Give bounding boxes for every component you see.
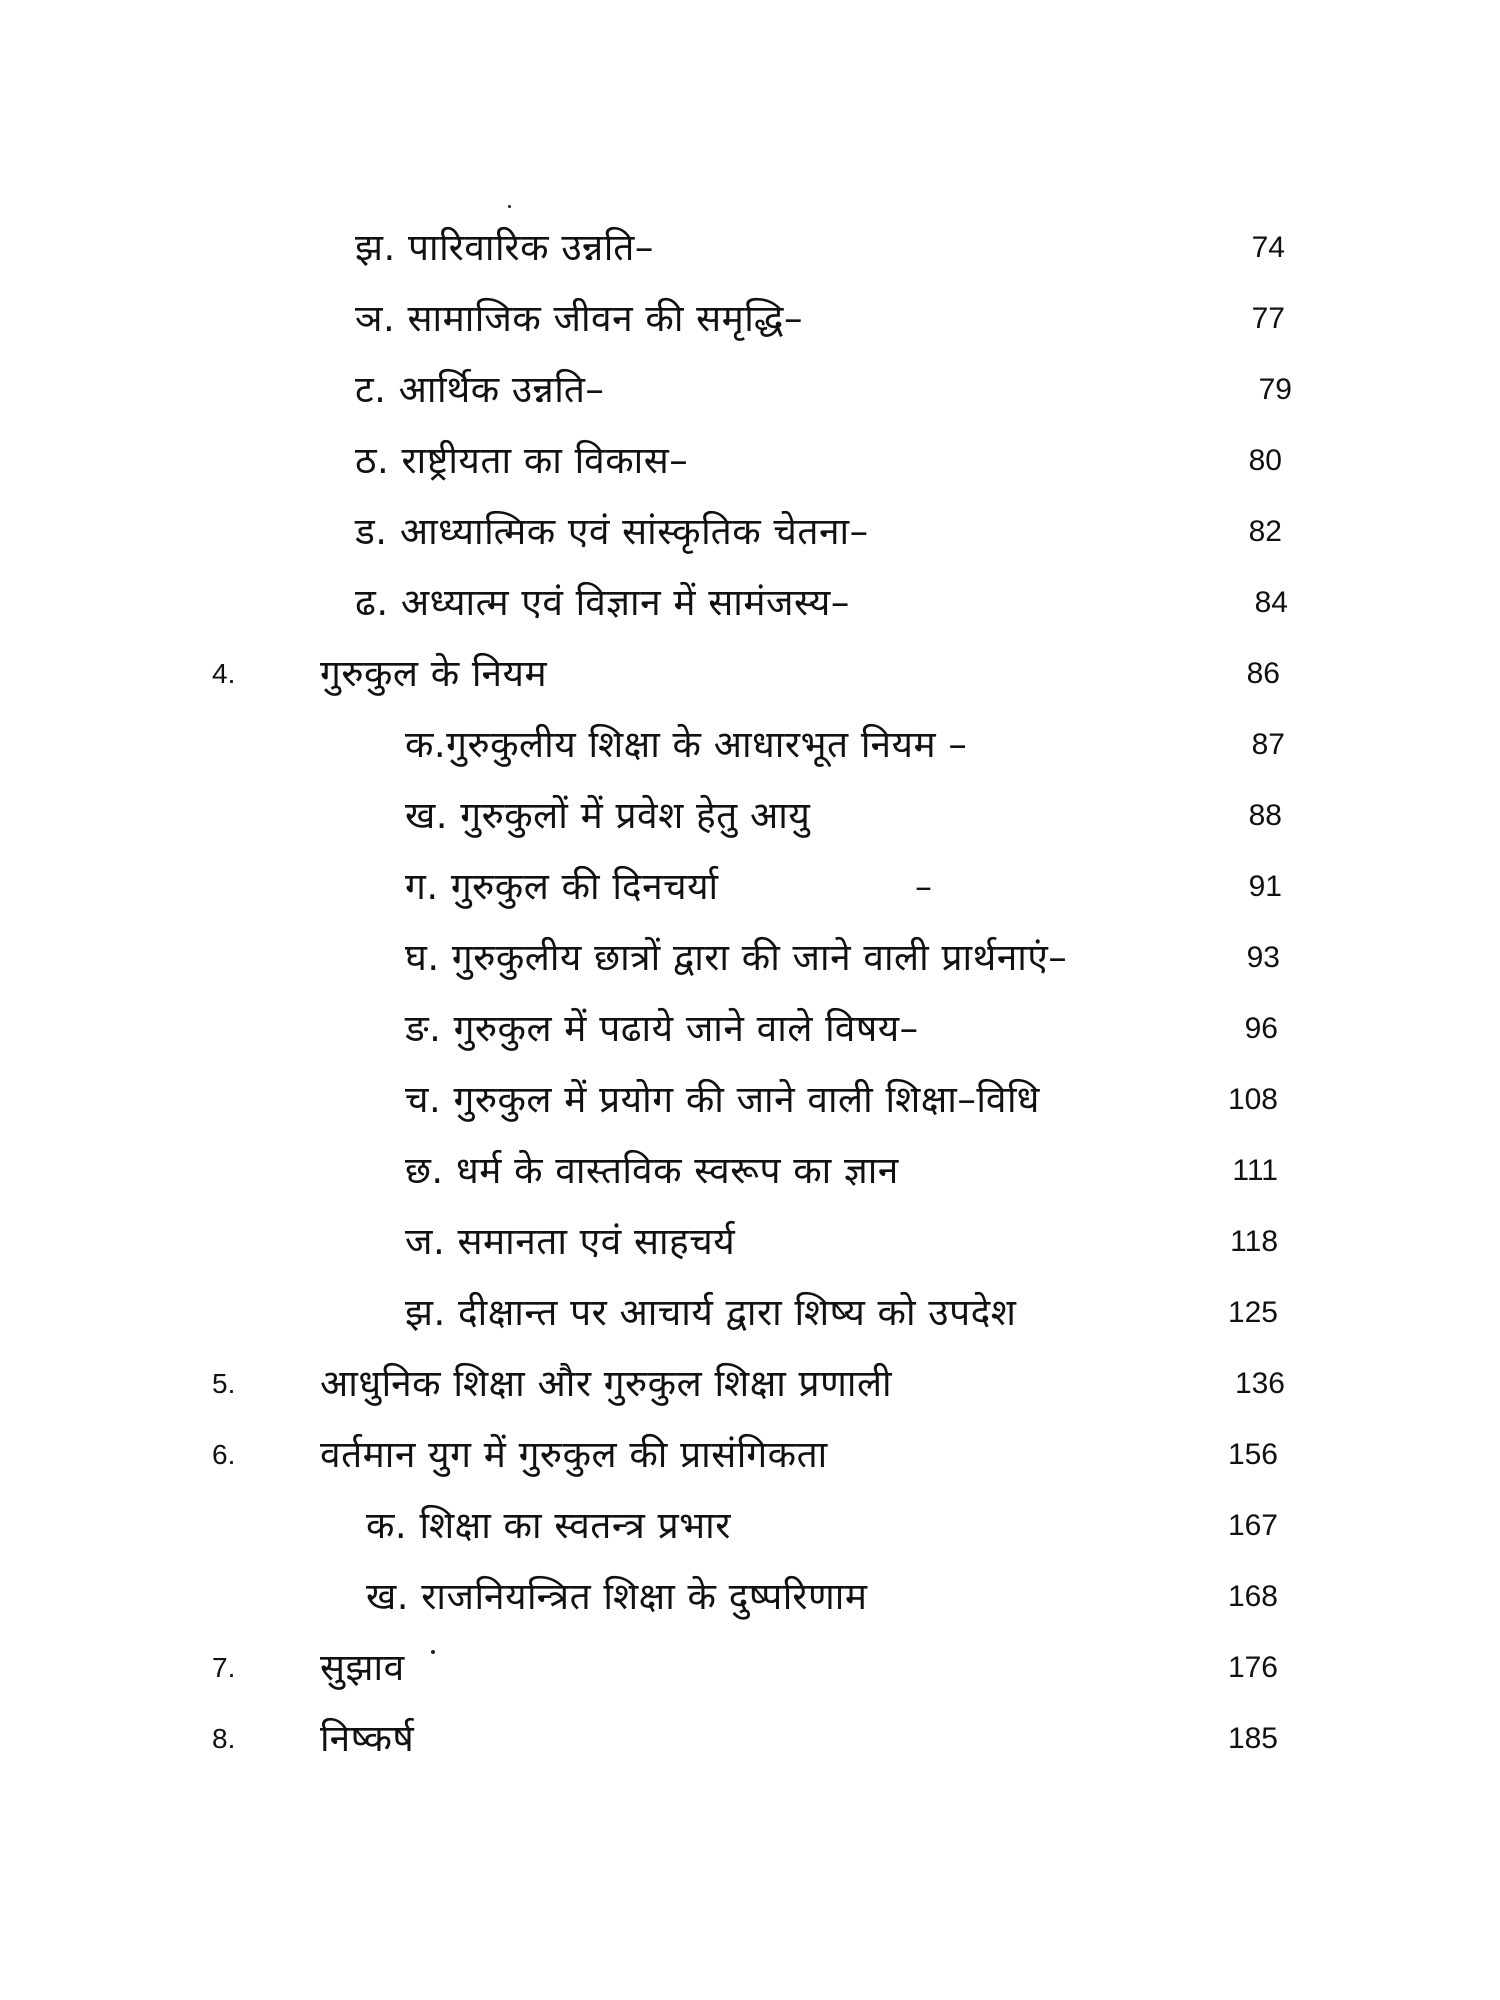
entry-title: क.गुरुकुलीय शिक्षा के आधारभूत नियम – [405, 723, 968, 766]
toc-entry [0, 431, 1500, 491]
entry-title: वर्तमान युग में गुरुकुल की प्रासंगिकता [320, 1433, 828, 1476]
entry-title: ढ. अध्यात्म एवं विज्ञान में सामंजस्य– [355, 581, 850, 624]
entry-title: सुझाव [320, 1646, 405, 1689]
entry-title: च. गुरुकुल में प्रयोग की जाने वाली शिक्षा–विधि [405, 1078, 1040, 1121]
toc-entry [0, 1070, 1500, 1130]
entry-number: 6. [212, 1439, 236, 1470]
entry-page: 93 [1246, 941, 1280, 974]
entry-title: झ. दीक्षान्त पर आचार्य द्वारा शिष्य को उपदेश [405, 1291, 1017, 1334]
entry-page: 176 [1227, 1651, 1278, 1684]
scan-speck [431, 1650, 435, 1654]
toc-entry [0, 1283, 1500, 1343]
entry-page: 77 [1251, 302, 1285, 335]
entry-title: ङ. गुरुकुल में पढाये जाने वाले विषय– [405, 1007, 919, 1050]
entry-page: 79 [1258, 373, 1292, 406]
entry-title: ड. आध्यात्मिक एवं सांस्कृतिक चेतना– [355, 510, 869, 553]
entry-title: झ. पारिवारिक उन्नति– [355, 226, 654, 269]
entry-page: 80 [1248, 444, 1282, 477]
toc-entry [0, 1638, 1500, 1698]
entry-page: 125 [1227, 1296, 1278, 1329]
entry-page: 74 [1251, 231, 1285, 264]
entry-page: 91 [1248, 870, 1282, 903]
toc-entry [0, 1709, 1500, 1769]
toc-entry [0, 218, 1500, 278]
toc-entry [0, 573, 1500, 633]
entry-number: 5. [212, 1368, 236, 1399]
entry-page: 167 [1227, 1509, 1278, 1542]
toc-entry [0, 1496, 1500, 1556]
entry-page: 87 [1251, 728, 1285, 761]
entry-title: ट. आर्थिक उन्नति– [355, 368, 605, 411]
toc-entry [0, 999, 1500, 1059]
toc-entry [0, 786, 1500, 846]
toc-entry [0, 715, 1500, 775]
toc-entry [0, 360, 1500, 420]
entry-page: 108 [1227, 1083, 1278, 1116]
entry-title: ज. समानता एवं साहचर्य [405, 1220, 736, 1263]
entry-title: ख. राजनियन्त्रित शिक्षा के दुष्परिणाम [366, 1575, 868, 1618]
entry-page: 86 [1246, 657, 1280, 690]
entry-number: 4. [212, 658, 236, 689]
entry-title: आधुनिक शिक्षा और गुरुकुल शिक्षा प्रणाली [320, 1362, 893, 1405]
entry-page: 136 [1234, 1367, 1285, 1400]
entry-page: 84 [1254, 586, 1288, 619]
toc-entry [0, 644, 1500, 704]
toc-entry [0, 502, 1500, 562]
entry-page: 111 [1232, 1154, 1278, 1187]
entry-title: क. शिक्षा का स्वतन्त्र प्रभार [366, 1504, 731, 1547]
toc-entry [0, 1425, 1500, 1485]
entry-page: 118 [1230, 1225, 1278, 1258]
scan-speck [508, 205, 511, 208]
entry-page: 156 [1227, 1438, 1278, 1471]
toc-entry [0, 928, 1500, 988]
entry-title: निष्कर्ष [320, 1717, 415, 1760]
toc-entry [0, 1141, 1500, 1201]
toc-entry [0, 1354, 1500, 1414]
entry-title: छ. धर्म के वास्तविक स्वरूप का ज्ञान [405, 1149, 899, 1192]
entry-title: ठ. राष्ट्रीयता का विकास– [355, 439, 689, 482]
entry-title: ख. गुरुकुलों में प्रवेश हेतु आयु [405, 794, 811, 837]
entry-page: 88 [1248, 799, 1282, 832]
toc-entry [0, 289, 1500, 349]
toc-entry [0, 1567, 1500, 1627]
entry-title: गुरुकुल के नियम [320, 652, 548, 695]
entry-page: 96 [1244, 1012, 1278, 1045]
entry-page: 185 [1227, 1722, 1278, 1755]
entry-title: ग. गुरुकुल की दिनचर्या [405, 865, 719, 908]
entry-title: ञ. सामाजिक जीवन की समृद्धि– [355, 297, 803, 340]
toc-entry [0, 1212, 1500, 1272]
entry-number: 8. [212, 1723, 236, 1754]
entry-title: घ. गुरुकुलीय छात्रों द्वारा की जाने वाली प्रार्थनाएं– [405, 936, 1068, 979]
entry-page: 168 [1227, 1580, 1278, 1613]
toc-entry [0, 857, 1500, 917]
entry-page: 82 [1248, 515, 1282, 548]
entry-dash: – [915, 867, 932, 907]
entry-number: 7. [212, 1652, 236, 1683]
